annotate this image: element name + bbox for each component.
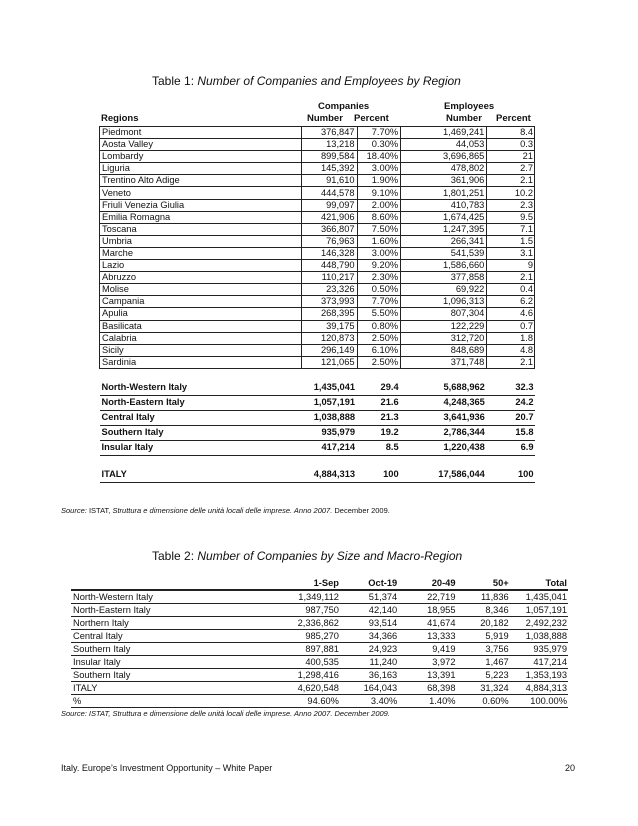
table1-cell: 0.4 [487, 284, 535, 296]
table2-cell: 100.00% [511, 695, 568, 708]
table1-cell: Toscana [100, 223, 302, 235]
table1-cell: 100 [487, 468, 535, 483]
table2-cell: ITALY [71, 682, 278, 695]
table1-row [100, 127, 535, 139]
table1-cell: 44,053 [401, 139, 487, 151]
table2-cell: 417,214 [511, 656, 568, 669]
table1-cell: North-Western Italy [100, 381, 302, 396]
table1-cell: Molise [100, 284, 302, 296]
table1-cell: 122,229 [401, 320, 487, 332]
table1-cell: 366,807 [301, 223, 357, 235]
table1-cell: 2.3 [487, 199, 535, 211]
table1-cell: 7.50% [357, 223, 401, 235]
table1-cell: 410,783 [401, 199, 487, 211]
table2-cell: 94.60% [278, 695, 341, 708]
table1-cell: 10.2 [487, 187, 535, 199]
table1-title [152, 74, 461, 88]
table1-header-companies: Companies [318, 101, 370, 112]
table2-cell: 1,057,191 [511, 604, 568, 617]
table2-cell: 31,324 [458, 682, 511, 695]
table1-cell: 1,469,241 [401, 127, 487, 139]
table1 [99, 126, 535, 483]
table1-cell: 21.3 [357, 410, 401, 425]
table2-cell: Southern Italy [71, 643, 278, 656]
table1-cell: Campania [100, 296, 302, 308]
table1-cell: 373,993 [301, 296, 357, 308]
table1-cell: 2.50% [357, 356, 401, 368]
table1-row [100, 356, 535, 368]
table2-cell: 985,270 [278, 630, 341, 643]
table1-cell: 2.1 [487, 356, 535, 368]
table2-cell: 3.40% [341, 695, 399, 708]
table1-cell: 9.10% [357, 187, 401, 199]
table2-cell: 1,435,041 [511, 590, 568, 604]
table1-source [61, 506, 390, 515]
table2-cell: 18,955 [399, 604, 457, 617]
table1-cell: 13,218 [301, 139, 357, 151]
table1-cell: 100 [357, 468, 401, 483]
table1-cell: 0.30% [357, 139, 401, 151]
table1-cell: 23,326 [301, 284, 357, 296]
table1-cell: 2.1 [487, 175, 535, 187]
table1-cell: 8.60% [357, 211, 401, 223]
table2-cell: 11,240 [341, 656, 399, 669]
table1-cell: Abruzzo [100, 272, 302, 284]
table1-cell: 1,435,041 [301, 381, 357, 396]
table1-cell: 444,578 [301, 187, 357, 199]
table1-cell: Emilia Romagna [100, 211, 302, 223]
table2-cell: Southern Italy [71, 669, 278, 682]
table1-cell: 91,610 [301, 175, 357, 187]
table1-cell: 3,696,865 [401, 151, 487, 163]
table2-cell: 22,719 [399, 590, 457, 604]
table1-header-employees: Employees [444, 101, 495, 112]
table1-title-text: Number of Companies and Employees by Region [197, 74, 461, 88]
table1-cell: 1,801,251 [401, 187, 487, 199]
table1-cell: 2.50% [357, 332, 401, 344]
table2-cell: 400,535 [278, 656, 341, 669]
table1-cell: 99,097 [301, 199, 357, 211]
table2-column-header: 1-Sep [278, 577, 341, 590]
table1-row [100, 247, 535, 259]
table1-row [100, 344, 535, 356]
table2-title-prefix: Table 2: [152, 549, 195, 563]
table1-cell: Basilicata [100, 320, 302, 332]
table1-cell: 9.20% [357, 260, 401, 272]
table2-cell: North-Eastern Italy [71, 604, 278, 617]
table2-title-text: Number of Companies by Size and Macro-Region [197, 549, 463, 563]
table1-cell: 1,674,425 [401, 211, 487, 223]
table2-cell: 987,750 [278, 604, 341, 617]
table2-cell: 1,298,416 [278, 669, 341, 682]
table2-cell: Insular Italy [71, 656, 278, 669]
table1-cell: Apulia [100, 308, 302, 320]
table1-cell: 121,065 [301, 356, 357, 368]
table1-cell: 7.70% [357, 127, 401, 139]
table1-cell: 899,584 [301, 151, 357, 163]
table1-cell: 19.2 [357, 425, 401, 440]
table1-cell: 3.00% [357, 163, 401, 175]
table1-cell: 312,720 [401, 332, 487, 344]
table1-cell: 268,395 [301, 308, 357, 320]
table2-cell: 0.60% [458, 695, 511, 708]
table1-cell: 145,392 [301, 163, 357, 175]
table2-cell: 3,972 [399, 656, 457, 669]
table1-cell: 935,979 [301, 425, 357, 440]
table2-cell: 8,346 [458, 604, 511, 617]
table2-row [71, 669, 568, 682]
table2-cell: 9,419 [399, 643, 457, 656]
table2-cell: Central Italy [71, 630, 278, 643]
table1-cell: 8.5 [357, 440, 401, 455]
table1-cell: 1.8 [487, 332, 535, 344]
table1-source-date: December 2009. [334, 506, 390, 515]
table1-cell: 9.5 [487, 211, 535, 223]
table1-row [100, 320, 535, 332]
table1-source-label: Source: [61, 506, 87, 515]
table1-cell: Sicily [100, 344, 302, 356]
table2-row [71, 643, 568, 656]
table1-cell: 69,922 [401, 284, 487, 296]
table1-cell: 15.8 [487, 425, 535, 440]
table1-cell: 8.4 [487, 127, 535, 139]
table2-source-text: Source: ISTAT, Struttura e dimensione delle unità locali delle imprese. Anno 2007. December 2009. [61, 709, 390, 718]
table2-cell: 1,038,888 [511, 630, 568, 643]
table1-cell: 3,641,936 [401, 410, 487, 425]
table1-source-org: ISTAT, [88, 506, 111, 515]
table2-cell: 1,349,112 [278, 590, 341, 604]
table1-cell: 2.00% [357, 199, 401, 211]
table1-macro-row [100, 410, 535, 425]
table1-cell: 0.50% [357, 284, 401, 296]
table1-cell: 1,057,191 [301, 395, 357, 410]
table2-cell: 51,374 [341, 590, 399, 604]
table1-cell: 76,963 [301, 235, 357, 247]
table2-source [61, 709, 390, 718]
table1-cell: 29.4 [357, 381, 401, 396]
table1-cell: 7.70% [357, 296, 401, 308]
table2 [71, 577, 568, 708]
table1-row [100, 139, 535, 151]
table1-cell: 32.3 [487, 381, 535, 396]
table2-cell: Northern Italy [71, 617, 278, 630]
table1-cell: 807,304 [401, 308, 487, 320]
table2-row [71, 590, 568, 604]
table2-row [71, 604, 568, 617]
table2-cell: 935,979 [511, 643, 568, 656]
table1-cell: 110,217 [301, 272, 357, 284]
table1-cell: 1,096,313 [401, 296, 487, 308]
table1-cell: 0.80% [357, 320, 401, 332]
table1-cell: 6.10% [357, 344, 401, 356]
table2-cell: 2,492,232 [511, 617, 568, 630]
table1-cell: 5.50% [357, 308, 401, 320]
table1-cell: 417,214 [301, 440, 357, 455]
table1-cell: Lazio [100, 260, 302, 272]
table1-cell: Piedmont [100, 127, 302, 139]
table2-cell: 1.40% [399, 695, 457, 708]
table1-source-title: Struttura e dimensione delle unità locali delle imprese. Anno 2007. [112, 506, 333, 515]
table1-cell: 4.6 [487, 308, 535, 320]
table1-row [100, 211, 535, 223]
table1-macro-row [100, 425, 535, 440]
table1-cell: 120,873 [301, 332, 357, 344]
table1-title-prefix: Table 1: [152, 74, 195, 88]
table1-cell: 9 [487, 260, 535, 272]
table1-row [100, 151, 535, 163]
table1-cell: 266,341 [401, 235, 487, 247]
table2-cell: 34,366 [341, 630, 399, 643]
table1-macro-row [100, 395, 535, 410]
table1-cell: 4,248,365 [401, 395, 487, 410]
table2-cell: 36,163 [341, 669, 399, 682]
table1-cell: 4,884,313 [301, 468, 357, 483]
table1-cell: Liguria [100, 163, 302, 175]
table2-header-row [71, 577, 568, 590]
table1-cell: 1.90% [357, 175, 401, 187]
table1-cell: 1.5 [487, 235, 535, 247]
table2-cell: 93,514 [341, 617, 399, 630]
table2-cell: 20,182 [458, 617, 511, 630]
table1-header-regions: Regions [101, 113, 139, 124]
table1-cell: Central Italy [100, 410, 302, 425]
table1-cell: Veneto [100, 187, 302, 199]
table1-cell: 146,328 [301, 247, 357, 259]
table1-total-row [100, 468, 535, 483]
table2-cell: North-Western Italy [71, 590, 278, 604]
table1-cell: 2.30% [357, 272, 401, 284]
table1-cell: 848,689 [401, 344, 487, 356]
table1-cell: ITALY [100, 468, 302, 483]
table2-cell: 41,674 [399, 617, 457, 630]
table1-cell: Southern Italy [100, 425, 302, 440]
table2-title [152, 549, 462, 563]
table1-row [100, 308, 535, 320]
table1-cell: 6.2 [487, 296, 535, 308]
table2-row [71, 630, 568, 643]
table2-cell: 2,336,862 [278, 617, 341, 630]
table1-cell: 21 [487, 151, 535, 163]
table2-cell: 1,467 [458, 656, 511, 669]
table1-row [100, 163, 535, 175]
table1-cell: 1,247,395 [401, 223, 487, 235]
table2-cell: 13,391 [399, 669, 457, 682]
table2-column-header: Total [511, 577, 568, 590]
table2-cell: 5,919 [458, 630, 511, 643]
table1-row [100, 296, 535, 308]
table1-cell: Calabria [100, 332, 302, 344]
table1-header-percent: Percent [354, 113, 389, 124]
table1-cell: 5,688,962 [401, 381, 487, 396]
table2-cell: 4,620,548 [278, 682, 341, 695]
table1-cell: 421,906 [301, 211, 357, 223]
table1-cell: Marche [100, 247, 302, 259]
table1-cell: 2.1 [487, 272, 535, 284]
table1-cell: 448,790 [301, 260, 357, 272]
table2-row [71, 617, 568, 630]
table1-row [100, 175, 535, 187]
table1-row [100, 332, 535, 344]
table1-cell: 478,802 [401, 163, 487, 175]
table1-row [100, 272, 535, 284]
table1-cell: 3.1 [487, 247, 535, 259]
table1-row [100, 284, 535, 296]
table1-row [100, 235, 535, 247]
table2-cell: 3,756 [458, 643, 511, 656]
table1-cell: 371,748 [401, 356, 487, 368]
table1-cell: Lombardy [100, 151, 302, 163]
table1-cell: 2.7 [487, 163, 535, 175]
table1-cell: 4.8 [487, 344, 535, 356]
table1-row [100, 260, 535, 272]
table2-cell: 4,884,313 [511, 682, 568, 695]
table1-cell: 541,539 [401, 247, 487, 259]
table1-cell: 2,786,344 [401, 425, 487, 440]
table1-row [100, 199, 535, 211]
table1-cell: 1,586,660 [401, 260, 487, 272]
table1-spacer [100, 455, 535, 468]
table1-cell: North-Eastern Italy [100, 395, 302, 410]
table1-cell: 377,858 [401, 272, 487, 284]
table1-cell: 6.9 [487, 440, 535, 455]
table1-header-number: Number [307, 113, 343, 124]
table2-row [71, 656, 568, 669]
table1-cell: 296,149 [301, 344, 357, 356]
table1-cell: 20.7 [487, 410, 535, 425]
table1-cell: 3.00% [357, 247, 401, 259]
table1-row [100, 223, 535, 235]
table1-cell: Aosta Valley [100, 139, 302, 151]
table2-cell: 13,333 [399, 630, 457, 643]
table1-cell: 24.2 [487, 395, 535, 410]
table1-row [100, 187, 535, 199]
footer-text: Italy. Europe’s Investment Opportunity – White Paper [61, 763, 273, 773]
table1-cell: Insular Italy [100, 440, 302, 455]
table1-cell: 0.7 [487, 320, 535, 332]
table1-cell: 0.3 [487, 139, 535, 151]
table1-cell: 17,586,044 [401, 468, 487, 483]
table2-cell: 1,353,193 [511, 669, 568, 682]
table1-cell: 1.60% [357, 235, 401, 247]
table2-cell: 68,398 [399, 682, 457, 695]
table1-cell: Trentino Alto Adige [100, 175, 302, 187]
table1-cell: Sardinia [100, 356, 302, 368]
table2-cell: 897,881 [278, 643, 341, 656]
table1-header-number-employees: Number [446, 113, 482, 124]
table2-cell: 24,923 [341, 643, 399, 656]
table1-cell: 39,175 [301, 320, 357, 332]
table1-macro-row [100, 381, 535, 396]
table1-cell: Friuli Venezia Giulia [100, 199, 302, 211]
table1-cell: 376,847 [301, 127, 357, 139]
table2-row [71, 682, 568, 695]
table1-cell: 1,220,438 [401, 440, 487, 455]
table1-cell: 1,038,888 [301, 410, 357, 425]
table2-column-header: Oct-19 [341, 577, 399, 590]
table2-cell: 11,836 [458, 590, 511, 604]
table2-column-header: 50+ [458, 577, 511, 590]
table1-cell: 7.1 [487, 223, 535, 235]
page-number: 20 [565, 763, 576, 773]
table1-cell: 361,906 [401, 175, 487, 187]
table1-cell: Umbria [100, 235, 302, 247]
table1-spacer [100, 368, 535, 381]
table2-column-header: 20-49 [399, 577, 457, 590]
table1-macro-row [100, 440, 535, 455]
table2-cell: 5,223 [458, 669, 511, 682]
table1-cell: 18.40% [357, 151, 401, 163]
table1-cell: 21.6 [357, 395, 401, 410]
table2-cell: 42,140 [341, 604, 399, 617]
table2-cell: 164,043 [341, 682, 399, 695]
table2-cell: % [71, 695, 278, 708]
table2-row [71, 695, 568, 708]
table1-header-percent-employees: Percent [496, 113, 531, 124]
